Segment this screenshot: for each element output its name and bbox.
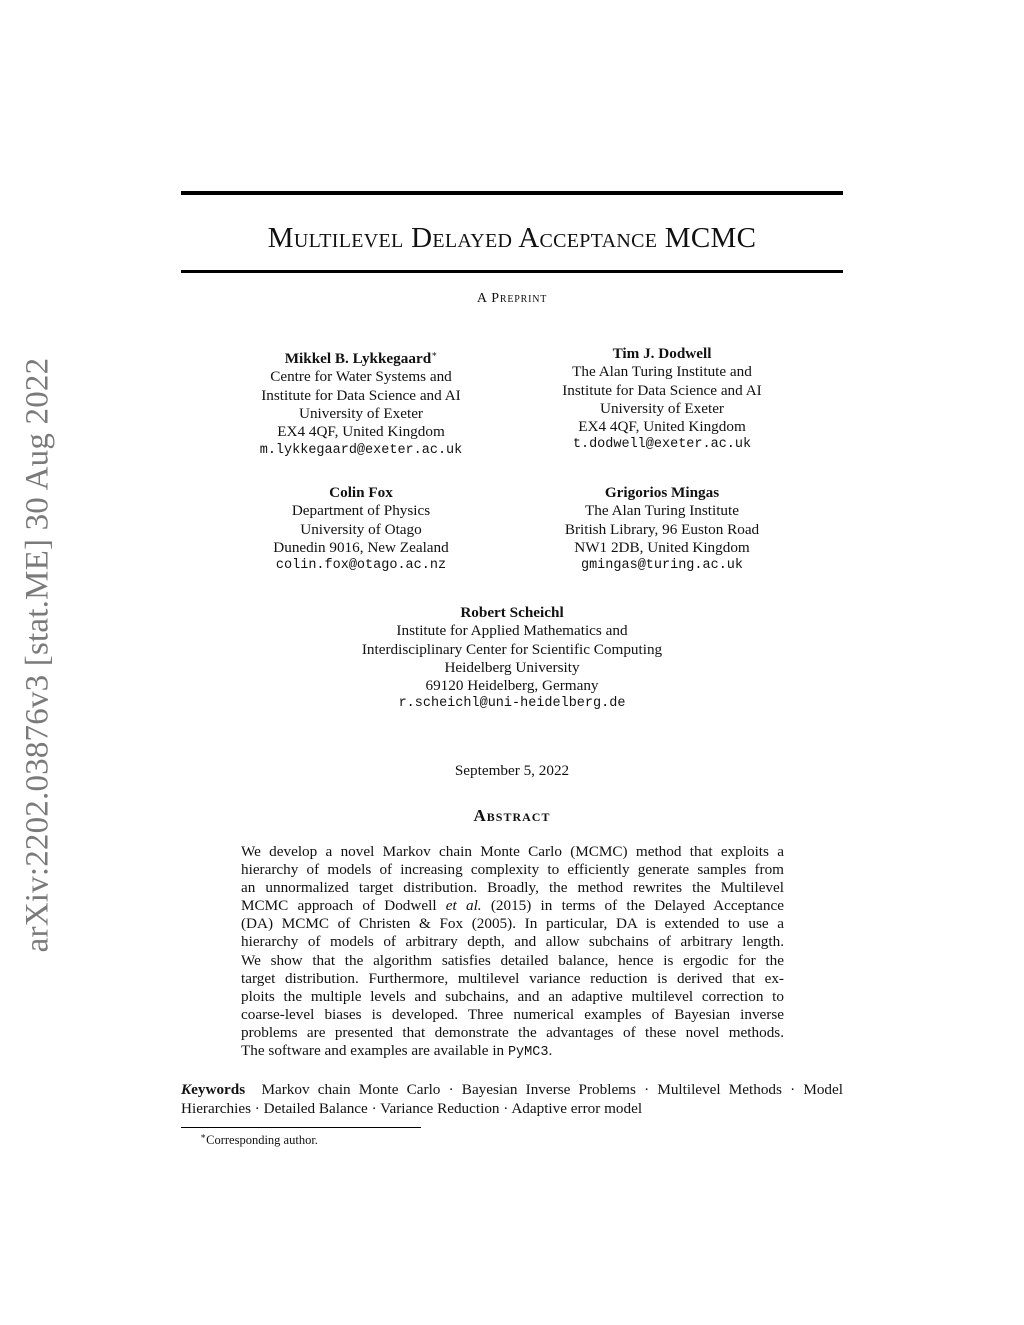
author-affiliation-line: Institute for Applied Mathematics and xyxy=(396,622,628,640)
title-top-rule xyxy=(181,191,843,195)
keywords-list-continued: Hierarchies · Detailed Balance · Variance Reduction · Adaptive error model xyxy=(181,1099,643,1117)
footnote-marker: ∗ xyxy=(200,1131,207,1141)
footnote xyxy=(200,1131,318,1148)
author-affiliation-line: British Library, 96 Euston Road xyxy=(564,520,760,538)
abstract-text: MCMC approach of Dodwell xyxy=(241,897,437,915)
keywords-section xyxy=(181,1081,843,1118)
abstract-heading: Abstract xyxy=(473,806,551,825)
abstract-line: We develop a novel Markov chain Monte Carlo (MCMC) method that exploits a xyxy=(241,843,784,860)
author-email-link[interactable]: gmingas@turing.ac.uk xyxy=(580,558,744,574)
software-name: PyMC3 xyxy=(507,1045,549,1061)
abstract-line: hierarchy of models of arbitrary depth, and allow subchains of arbitrary length. xyxy=(241,933,784,951)
author-email-link[interactable]: m.lykkegaard@exeter.ac.uk xyxy=(259,442,463,458)
footnote-marker: ∗ xyxy=(431,349,438,359)
author-affiliation-line: Institute for Data Science and AI xyxy=(562,381,762,399)
author-email-link[interactable]: colin.fox@otago.ac.nz xyxy=(275,558,447,574)
author-email-link[interactable]: r.scheichl@uni-heidelberg.de xyxy=(398,696,626,712)
footnote-rule xyxy=(181,1127,421,1128)
abstract-line: hierarchy of models of increasing complexity to efficiently generate samples from xyxy=(241,861,784,879)
author-affiliation-line: 69120 Heidelberg, Germany xyxy=(425,677,599,695)
author-email-link[interactable]: t.dodwell@exeter.ac.uk xyxy=(572,437,752,453)
author-affiliation-line: The Alan Turing Institute xyxy=(585,502,739,520)
author-affiliation-line: EX4 4QF, United Kingdom xyxy=(578,418,746,436)
abstract-body xyxy=(241,843,784,1062)
abstract-line: (DA) MCMC of Christen & Fox (2005). In particular, DA is extended to use a xyxy=(241,915,784,933)
abstract-text: . xyxy=(548,1042,553,1060)
publication-date: September 5, 2022 xyxy=(454,762,570,779)
keywords-label xyxy=(181,1081,245,1098)
keywords-list: Markov chain Monte Carlo · Bayesian Inverse Problems · Multilevel Methods · Model xyxy=(261,1081,843,1098)
author-affiliation-line: University of Exeter xyxy=(299,404,423,422)
paper-title: Multilevel Delayed Acceptance MCMC xyxy=(267,222,757,254)
abstract-line: problems are presented that demonstrate the advantages of these novel methods. xyxy=(241,1023,784,1041)
author-affiliation-line: Centre for Water Systems and xyxy=(270,368,452,386)
author-name: Grigorios Mingas xyxy=(604,484,720,501)
keywords-label-rest: eywords xyxy=(191,1081,246,1098)
author-block-scheichl xyxy=(312,604,712,714)
title-bottom-rule xyxy=(181,270,843,273)
author-affiliation-line: Interdisciplinary Center for Scientific Computing xyxy=(361,640,663,658)
author-name: Robert Scheichl xyxy=(460,604,564,621)
abstract-line xyxy=(241,897,784,915)
footnote-text: Corresponding author. xyxy=(206,1133,318,1148)
author-name: Tim J. Dodwell xyxy=(612,345,712,362)
abstract-text: The software and examples are available in xyxy=(241,1042,505,1060)
author-name: Colin Fox xyxy=(329,484,393,501)
abstract-citation-etal: et al. xyxy=(445,897,482,915)
keywords-label-initial: K xyxy=(181,1081,192,1098)
abstract-text: (2015) in terms of the Delayed Acceptance xyxy=(490,897,785,915)
author-affiliation-line: NW1 2DB, United Kingdom xyxy=(574,538,750,556)
author-block-dodwell xyxy=(512,345,812,455)
abstract-line xyxy=(241,1042,784,1062)
abstract-line: We show that the algorithm satisfies detailed balance, hence is ergodic for the xyxy=(241,951,784,969)
preprint-label: A Preprint xyxy=(476,291,548,306)
author-block-lykkegaard xyxy=(211,345,511,460)
abstract-line: ploits the multiple levels and subchains, and an adaptive multilevel correction to xyxy=(241,987,784,1005)
author-affiliation-line: Institute for Data Science and AI xyxy=(261,386,461,404)
arxiv-identifier-stamp: arXiv:2202.03876v3 [stat.ME] 30 Aug 2022 xyxy=(19,357,56,953)
author-affiliation-line: University of Exeter xyxy=(600,399,724,417)
author-block-fox xyxy=(211,484,511,575)
abstract-line: target distribution. Furthermore, multilevel variance reduction is derived that ex- xyxy=(241,969,784,987)
author-affiliation-line: Heidelberg University xyxy=(444,658,580,676)
author-affiliation-line: EX4 4QF, United Kingdom xyxy=(277,423,445,441)
author-block-mingas xyxy=(512,484,812,575)
abstract-line: coarse-level biases is developed. Three numerical examples of Bayesian inverse xyxy=(241,1005,784,1023)
author-affiliation-line: Department of Physics xyxy=(291,502,431,520)
author-affiliation-line: Dunedin 9016, New Zealand xyxy=(273,538,449,556)
abstract-line: an unnormalized target distribution. Broadly, the method rewrites the Multilevel xyxy=(241,879,784,897)
author-name: Mikkel B. Lykkegaard xyxy=(284,350,432,368)
author-affiliation-line: University of Otago xyxy=(300,520,422,538)
author-affiliation-line: The Alan Turing Institute and xyxy=(572,363,752,381)
